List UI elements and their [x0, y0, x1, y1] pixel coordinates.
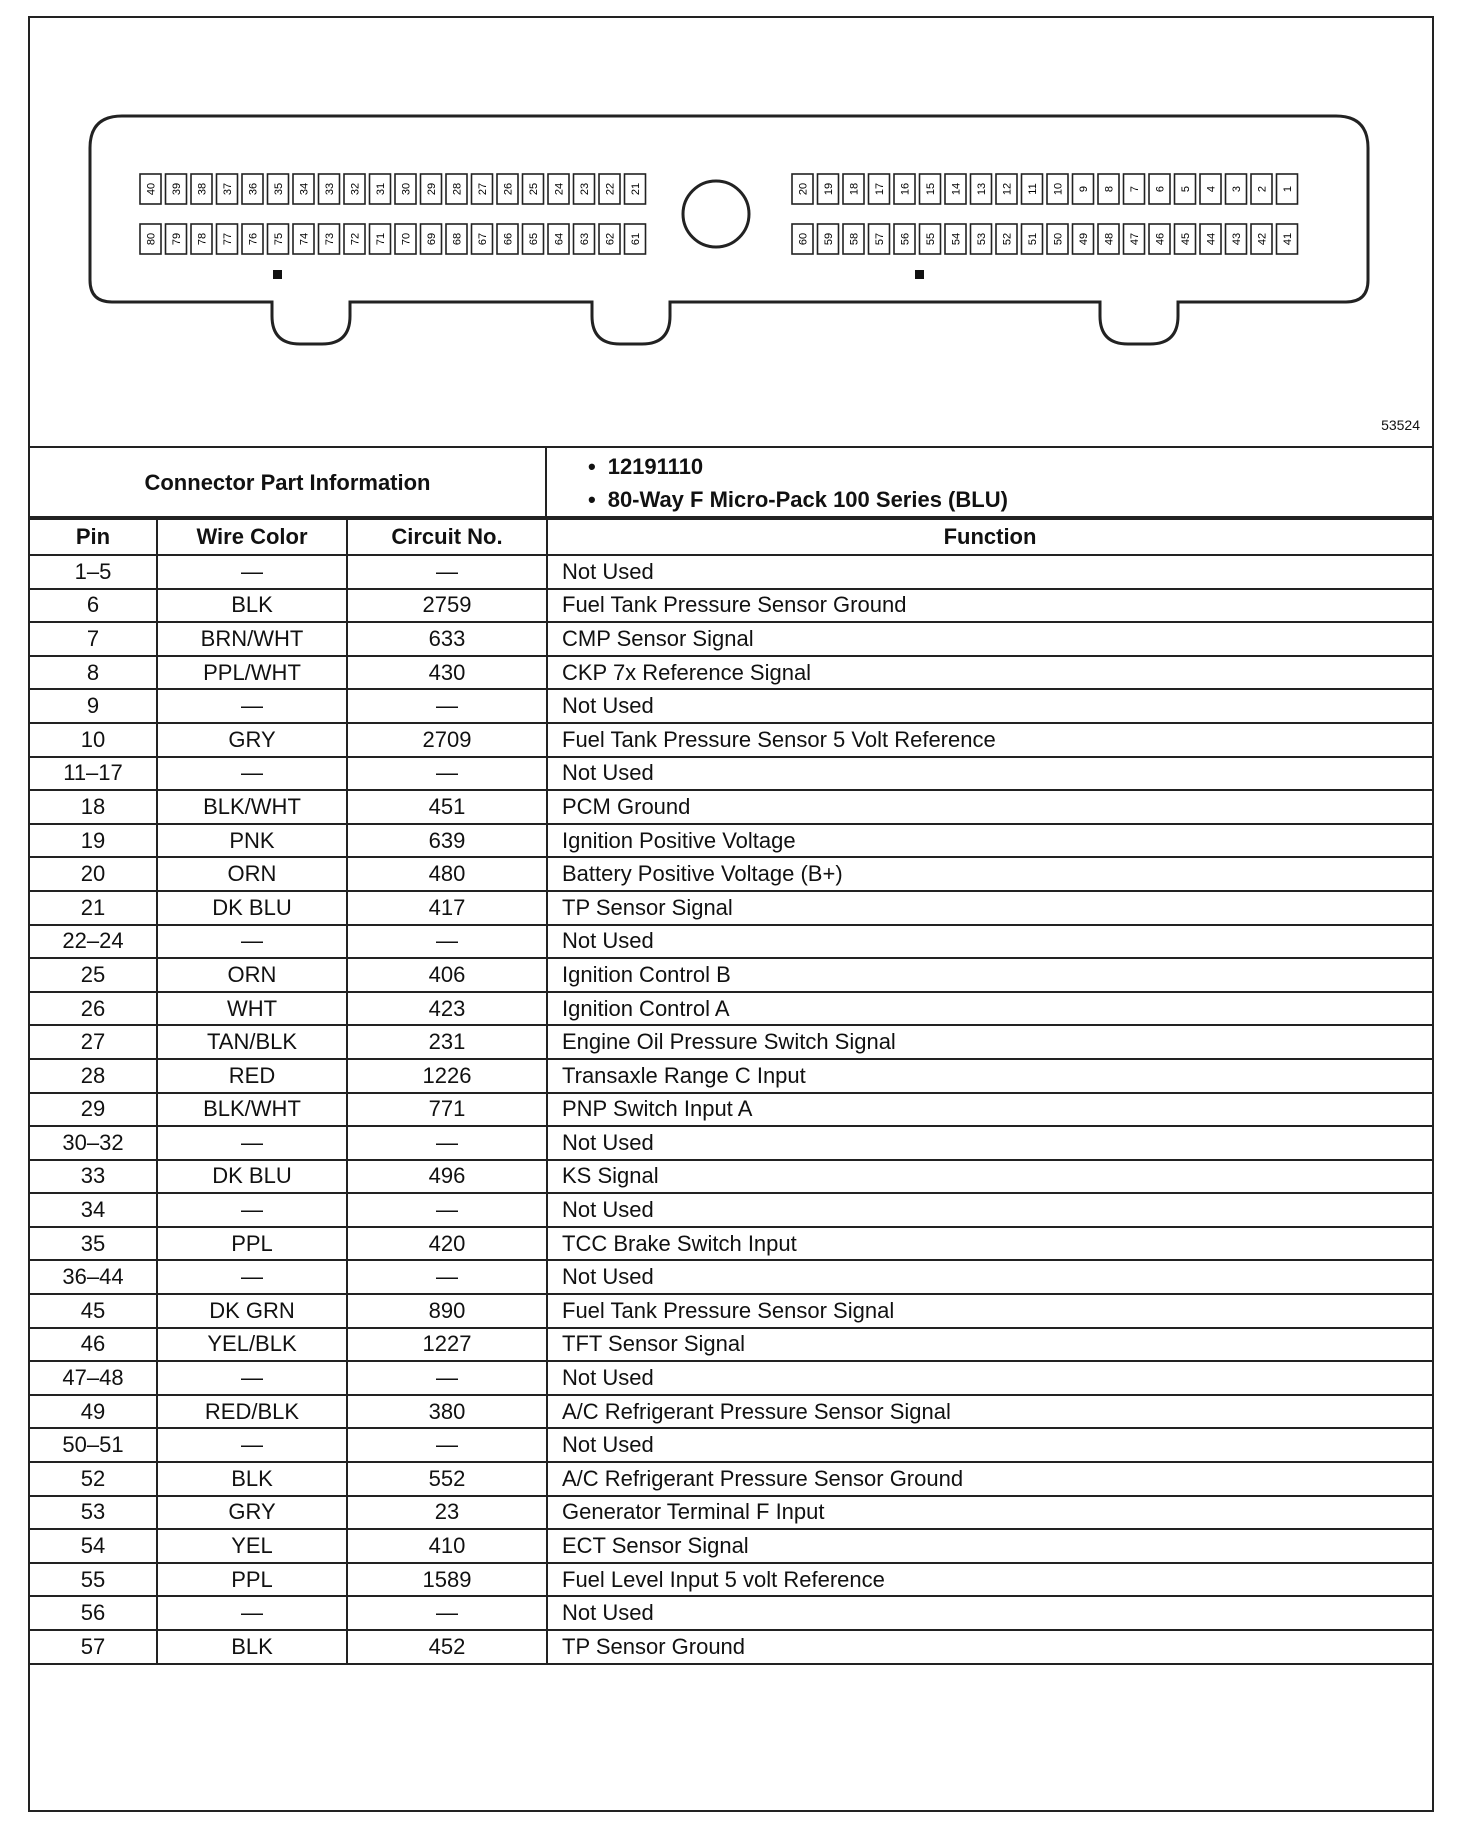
circuit-no-cell: 430 — [347, 656, 547, 690]
table-row — [30, 891, 1432, 925]
pin-number: 63 — [579, 232, 591, 246]
table-row — [30, 1529, 1432, 1563]
wire-color-cell: — — [157, 1126, 347, 1160]
circuit-no-cell: 23 — [347, 1496, 547, 1530]
pin-cell: 45 — [30, 1294, 157, 1328]
pin-number: 68 — [451, 232, 464, 246]
circuit-no-cell: — — [347, 1193, 547, 1227]
table-row — [30, 1294, 1432, 1328]
pin-number: 45 — [1180, 232, 1192, 246]
pin-number: 67 — [477, 232, 489, 246]
pin-number: 9 — [1078, 185, 1090, 193]
pin-number: 78 — [196, 232, 209, 246]
table-row — [30, 1630, 1432, 1664]
circuit-no-cell: 890 — [347, 1294, 547, 1328]
pin-cell: 26 — [30, 992, 157, 1026]
figure-id: 53524 — [1381, 417, 1420, 433]
wire-color-cell: ORN — [157, 958, 347, 992]
pin-number: 61 — [630, 232, 642, 246]
pin-cell: 52 — [30, 1462, 157, 1496]
pin-number: 53 — [976, 232, 988, 246]
function-cell: Fuel Tank Pressure Sensor Signal — [547, 1294, 1432, 1328]
table-row — [30, 1059, 1432, 1093]
circuit-no-cell: — — [347, 925, 547, 959]
connector-center-hole — [683, 181, 749, 247]
pin-cell: 56 — [30, 1596, 157, 1630]
pin-number: 50 — [1052, 232, 1065, 246]
pin-number: 1 — [1282, 185, 1294, 193]
wire-color-cell: — — [157, 1596, 347, 1630]
pin-number: 17 — [874, 182, 886, 196]
table-row — [30, 857, 1432, 891]
function-cell: Not Used — [547, 1428, 1432, 1462]
pin-number: 14 — [950, 182, 963, 196]
function-cell: Not Used — [547, 1260, 1432, 1294]
wire-color-cell: BRN/WHT — [157, 622, 347, 656]
function-cell: Not Used — [547, 1193, 1432, 1227]
wire-color-cell: BLK — [157, 589, 347, 623]
circuit-no-cell: 406 — [347, 958, 547, 992]
pin-number: 66 — [502, 232, 515, 246]
function-cell: Not Used — [547, 925, 1432, 959]
function-cell: Ignition Control A — [547, 992, 1432, 1026]
function-cell: CMP Sensor Signal — [547, 622, 1432, 656]
connector-part-values — [550, 450, 1008, 516]
circuit-no-cell: 639 — [347, 824, 547, 858]
table-row — [30, 1328, 1432, 1362]
table-row — [30, 1093, 1432, 1127]
function-cell: Fuel Tank Pressure Sensor Ground — [547, 589, 1432, 623]
wire-color-cell: DK BLU — [157, 891, 347, 925]
table-row — [30, 622, 1432, 656]
pin-number: 36 — [247, 182, 260, 196]
pin-cell: 8 — [30, 656, 157, 690]
table-row — [30, 723, 1432, 757]
pin-cell: 46 — [30, 1328, 157, 1362]
pin-cell: 27 — [30, 1025, 157, 1059]
pin-number: 43 — [1231, 232, 1243, 246]
pin-number: 76 — [247, 232, 260, 246]
pin-number: 35 — [273, 182, 285, 196]
pin-number: 32 — [349, 182, 362, 196]
wire-color-cell: — — [157, 1428, 347, 1462]
connector-face-view — [30, 18, 1432, 446]
pin-row-left-bottom — [140, 224, 646, 254]
table-row — [30, 555, 1432, 589]
wire-color-cell: PPL — [157, 1227, 347, 1261]
circuit-no-cell: 380 — [347, 1395, 547, 1429]
pin-number: 15 — [925, 182, 937, 196]
pin-cell: 19 — [30, 824, 157, 858]
pin-number: 28 — [451, 182, 464, 196]
function-cell: Ignition Positive Voltage — [547, 824, 1432, 858]
wire-color-cell: — — [157, 1260, 347, 1294]
pin-number: 6 — [1154, 185, 1167, 193]
pin-number: 29 — [426, 182, 438, 196]
pin-number: 2 — [1256, 185, 1269, 193]
wire-color-cell: PNK — [157, 824, 347, 858]
pin-number: 44 — [1205, 232, 1218, 246]
pin-cell: 55 — [30, 1563, 157, 1597]
table-row — [30, 1025, 1432, 1059]
pin-number: 74 — [298, 232, 311, 246]
function-cell: Battery Positive Voltage (B+) — [547, 857, 1432, 891]
pin-number: 13 — [976, 182, 988, 196]
pin-number: 49 — [1078, 232, 1090, 246]
wire-color-cell: YEL — [157, 1529, 347, 1563]
pin-cell: 47–48 — [30, 1361, 157, 1395]
pin-number: 20 — [797, 182, 810, 196]
circuit-no-cell: 2709 — [347, 723, 547, 757]
pin-number: 41 — [1282, 232, 1294, 246]
pin-number: 30 — [400, 182, 413, 196]
pin-number: 72 — [349, 232, 362, 246]
pin-number: 69 — [426, 232, 438, 246]
pin-number: 80 — [145, 232, 158, 246]
circuit-no-cell: 633 — [347, 622, 547, 656]
wire-color-cell: — — [157, 925, 347, 959]
pin-number: 65 — [528, 232, 540, 246]
pin-number: 64 — [553, 232, 566, 246]
pin-number: 19 — [823, 182, 835, 196]
pinout-table — [30, 518, 1432, 1665]
pin-number: 8 — [1103, 185, 1116, 193]
circuit-no-cell: — — [347, 1596, 547, 1630]
wire-color-cell: DK GRN — [157, 1294, 347, 1328]
connector-part-info — [30, 446, 1432, 518]
wire-color-cell: PPL/WHT — [157, 656, 347, 690]
pin-number: 38 — [196, 182, 209, 196]
wire-color-cell: TAN/BLK — [157, 1025, 347, 1059]
pin-number: 11 — [1027, 183, 1039, 195]
pin-number: 48 — [1103, 232, 1116, 246]
function-cell: KS Signal — [547, 1160, 1432, 1194]
wire-color-cell: — — [157, 757, 347, 791]
pin-cell: 6 — [30, 589, 157, 623]
pin-cell: 49 — [30, 1395, 157, 1429]
wire-color-cell: — — [157, 689, 347, 723]
pin-number: 3 — [1231, 185, 1243, 193]
pin-row-right-bottom — [792, 224, 1298, 254]
pin-number: 71 — [375, 232, 387, 246]
pin-number: 23 — [579, 182, 591, 196]
function-cell: Not Used — [547, 689, 1432, 723]
pin-number: 73 — [324, 232, 336, 246]
pin-number: 7 — [1129, 185, 1141, 193]
pin-cell: 54 — [30, 1529, 157, 1563]
function-cell: Transaxle Range C Input — [547, 1059, 1432, 1093]
function-cell: Not Used — [547, 757, 1432, 791]
circuit-no-cell: 2759 — [347, 589, 547, 623]
circuit-no-cell: 452 — [347, 1630, 547, 1664]
pin-cell: 33 — [30, 1160, 157, 1194]
wire-color-cell: GRY — [157, 1496, 347, 1530]
wire-color-cell: BLK/WHT — [157, 790, 347, 824]
table-row — [30, 992, 1432, 1026]
pin-number: 26 — [502, 182, 515, 196]
pin-cell: 53 — [30, 1496, 157, 1530]
connector-part-info-label: Connector Part Information — [30, 448, 547, 518]
pin-number: 55 — [925, 232, 937, 246]
function-cell: PNP Switch Input A — [547, 1093, 1432, 1127]
pin-number: 79 — [171, 232, 183, 246]
wire-color-cell: GRY — [157, 723, 347, 757]
pin-cell: 30–32 — [30, 1126, 157, 1160]
circuit-no-cell: — — [347, 1260, 547, 1294]
pinout-rows — [30, 555, 1432, 1664]
table-row — [30, 1361, 1432, 1395]
pin-number: 39 — [171, 182, 183, 196]
table-row — [30, 1227, 1432, 1261]
pin-number: 77 — [222, 232, 234, 246]
pin-cell: 11–17 — [30, 757, 157, 791]
function-cell: Fuel Tank Pressure Sensor 5 Volt Reference — [547, 723, 1432, 757]
pin-number: 58 — [848, 232, 861, 246]
pin-cell: 7 — [30, 622, 157, 656]
function-cell: Not Used — [547, 555, 1432, 589]
function-cell: A/C Refrigerant Pressure Sensor Ground — [547, 1462, 1432, 1496]
table-row — [30, 656, 1432, 690]
pin-number: 47 — [1129, 232, 1141, 246]
function-cell: Generator Terminal F Input — [547, 1496, 1432, 1530]
circuit-no-cell: 480 — [347, 857, 547, 891]
table-row — [30, 589, 1432, 623]
circuit-no-cell: 231 — [347, 1025, 547, 1059]
pin-number: 4 — [1205, 185, 1218, 193]
pin-number: 5 — [1180, 185, 1192, 193]
function-cell: TP Sensor Ground — [547, 1630, 1432, 1664]
pin-cell: 1–5 — [30, 555, 157, 589]
function-cell: Not Used — [547, 1596, 1432, 1630]
wire-color-cell: RED — [157, 1059, 347, 1093]
circuit-no-cell: — — [347, 555, 547, 589]
circuit-no-cell: 1226 — [347, 1059, 547, 1093]
connector-diagram — [30, 18, 1432, 446]
table-row — [30, 790, 1432, 824]
pin-cell: 22–24 — [30, 925, 157, 959]
wire-color-cell: BLK/WHT — [157, 1093, 347, 1127]
circuit-no-cell: 417 — [347, 891, 547, 925]
table-row — [30, 757, 1432, 791]
circuit-no-cell: 1589 — [347, 1563, 547, 1597]
pin-row-right-top — [792, 174, 1298, 204]
function-cell: Ignition Control B — [547, 958, 1432, 992]
header-wire-color: Wire Color — [157, 519, 347, 555]
pin-cell: 9 — [30, 689, 157, 723]
pin-number: 51 — [1027, 232, 1039, 246]
circuit-no-cell: 552 — [347, 1462, 547, 1496]
table-row — [30, 1260, 1432, 1294]
pin-number: 10 — [1052, 182, 1065, 196]
pin-number: 56 — [899, 232, 912, 246]
pin-cell: 29 — [30, 1093, 157, 1127]
pin-cell: 20 — [30, 857, 157, 891]
pin-number: 57 — [874, 232, 886, 246]
table-row — [30, 1193, 1432, 1227]
table-row — [30, 689, 1432, 723]
pin-cell: 28 — [30, 1059, 157, 1093]
function-cell: TCC Brake Switch Input — [547, 1227, 1432, 1261]
page-frame — [28, 16, 1434, 1812]
header-circuit-no: Circuit No. — [347, 519, 547, 555]
function-cell: CKP 7x Reference Signal — [547, 656, 1432, 690]
pin-cell: 36–44 — [30, 1260, 157, 1294]
wire-color-cell: RED/BLK — [157, 1395, 347, 1429]
circuit-no-cell: — — [347, 1428, 547, 1462]
pin-cell: 57 — [30, 1630, 157, 1664]
pin-cell: 34 — [30, 1193, 157, 1227]
circuit-no-cell: 451 — [347, 790, 547, 824]
pin-number: 59 — [823, 232, 835, 246]
pin-number: 24 — [553, 182, 566, 196]
function-cell: Fuel Level Input 5 volt Reference — [547, 1563, 1432, 1597]
table-row — [30, 824, 1432, 858]
wire-color-cell: WHT — [157, 992, 347, 1026]
table-row — [30, 1596, 1432, 1630]
pin-number: 62 — [604, 232, 617, 246]
pin-number: 46 — [1154, 232, 1167, 246]
circuit-no-cell: 420 — [347, 1227, 547, 1261]
circuit-no-cell: 1227 — [347, 1328, 547, 1362]
pin-number: 16 — [899, 182, 912, 196]
pin-cell: 35 — [30, 1227, 157, 1261]
wire-color-cell: — — [157, 1361, 347, 1395]
wire-color-cell: BLK — [157, 1630, 347, 1664]
table-row — [30, 1395, 1432, 1429]
function-cell: Not Used — [547, 1126, 1432, 1160]
pin-number: 42 — [1256, 232, 1269, 246]
pin-number: 54 — [950, 232, 963, 246]
circuit-no-cell: 771 — [347, 1093, 547, 1127]
wire-color-cell: — — [157, 1193, 347, 1227]
table-row — [30, 1563, 1432, 1597]
function-cell: ECT Sensor Signal — [547, 1529, 1432, 1563]
pin-number: 52 — [1001, 232, 1014, 246]
pin-number: 75 — [273, 232, 285, 246]
pin-number: 25 — [528, 182, 540, 196]
pin-number: 27 — [477, 182, 489, 196]
wire-color-cell: DK BLU — [157, 1160, 347, 1194]
table-row — [30, 925, 1432, 959]
circuit-no-cell: — — [347, 1361, 547, 1395]
pin-number: 18 — [848, 182, 861, 196]
circuit-no-cell: — — [347, 757, 547, 791]
circuit-no-cell: — — [347, 1126, 547, 1160]
pin-marker-left — [273, 270, 282, 279]
pin-number: 70 — [400, 232, 413, 246]
header-function: Function — [547, 519, 1432, 555]
function-cell: A/C Refrigerant Pressure Sensor Signal — [547, 1395, 1432, 1429]
wire-color-cell: PPL — [157, 1563, 347, 1597]
function-cell: Engine Oil Pressure Switch Signal — [547, 1025, 1432, 1059]
table-row — [30, 958, 1432, 992]
header-pin: Pin — [30, 519, 157, 555]
pin-number: 12 — [1001, 182, 1014, 196]
wire-color-cell: YEL/BLK — [157, 1328, 347, 1362]
part-number: • 12191110 — [550, 450, 1008, 483]
wire-color-cell: — — [157, 555, 347, 589]
pin-cell: 50–51 — [30, 1428, 157, 1462]
pin-number: 21 — [630, 182, 642, 196]
circuit-no-cell: 423 — [347, 992, 547, 1026]
pin-marker-right — [915, 270, 924, 279]
function-cell: TP Sensor Signal — [547, 891, 1432, 925]
circuit-no-cell: 410 — [347, 1529, 547, 1563]
pin-cell: 18 — [30, 790, 157, 824]
pin-cell: 21 — [30, 891, 157, 925]
pin-row-left-top — [140, 174, 646, 204]
circuit-no-cell: 496 — [347, 1160, 547, 1194]
connector-outline — [90, 116, 1368, 344]
wire-color-cell: ORN — [157, 857, 347, 891]
table-row — [30, 1126, 1432, 1160]
pin-number: 37 — [222, 182, 234, 196]
function-cell: TFT Sensor Signal — [547, 1328, 1432, 1362]
pin-cell: 25 — [30, 958, 157, 992]
table-header-row — [30, 519, 1432, 555]
pin-number: 60 — [797, 232, 810, 246]
table-row — [30, 1462, 1432, 1496]
circuit-no-cell: — — [347, 689, 547, 723]
table-row — [30, 1428, 1432, 1462]
pin-cell: 10 — [30, 723, 157, 757]
function-cell: PCM Ground — [547, 790, 1432, 824]
wire-color-cell: BLK — [157, 1462, 347, 1496]
pin-number: 22 — [604, 182, 617, 196]
table-row — [30, 1496, 1432, 1530]
function-cell: Not Used — [547, 1361, 1432, 1395]
pin-number: 40 — [145, 182, 158, 196]
pin-number: 34 — [298, 182, 311, 196]
pin-number: 31 — [375, 182, 387, 196]
part-description: • 80-Way F Micro-Pack 100 Series (BLU) — [550, 483, 1008, 516]
pin-number: 33 — [324, 182, 336, 196]
table-row — [30, 1160, 1432, 1194]
